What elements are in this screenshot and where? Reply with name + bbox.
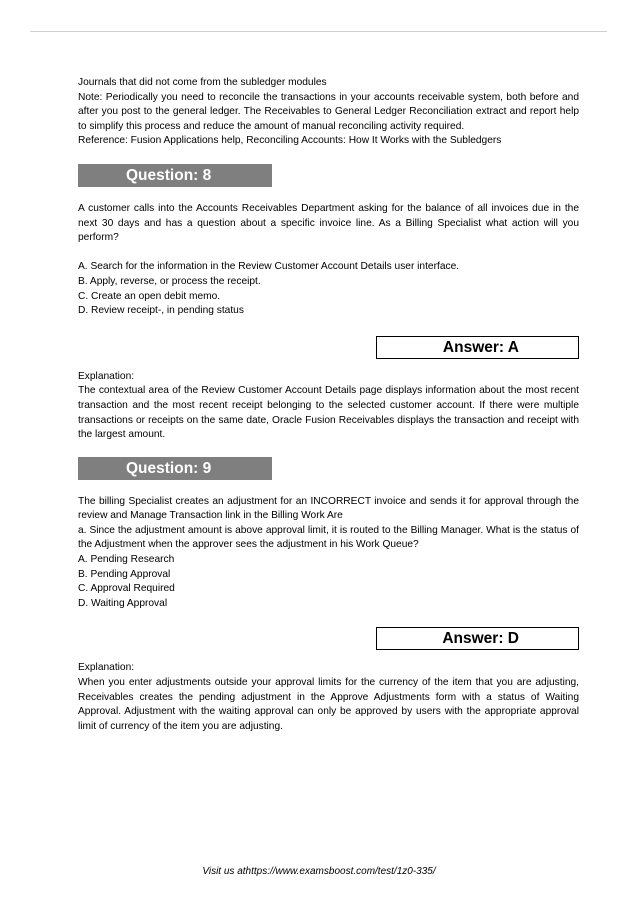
question-9-explanation-label: Explanation:: [78, 662, 135, 674]
question-8-explanation-label: Explanation:: [78, 370, 135, 382]
question-9-option-d: D. Waiting Approval: [78, 597, 168, 609]
question-8-answer: Answer: A: [376, 336, 579, 359]
top-rule: [30, 31, 607, 32]
intro-reference: Reference: Fusion Applications help, Reconciling Accounts: How It Works with the Subledgers: [78, 135, 502, 147]
question-9-text-2: a. Since the adjustment amount is above approval limit, it is routed to the Billing Manager. What is the status of the Adjustment when the approver sees the adjustment in his Work Queue?: [78, 524, 579, 551]
question-8-answer-row: [78, 336, 579, 359]
footer-link[interactable]: Visit us athttps://www.examsboost.com/test/1z0-335/: [202, 866, 436, 877]
question-8-option-c: C. Create an open debit memo.: [78, 290, 221, 302]
question-9-text-1: The billing Specialist creates an adjustment for an INCORRECT invoice and sends it for approval through the review and Manage Transaction link in the Billing Work Are: [78, 495, 579, 522]
question-8-option-b: B. Apply, reverse, or process the receipt.: [78, 275, 261, 287]
question-9-explanation: When you enter adjustments outside your approval limits for the currency of the item that you are adjusting, Receivables creates the pending adjustment in the Approve Adjustments form with a status of Waiting Approval. Adjustment with the waiting approval can only be approved by users with the appropriate approval limit of currency of the item you are adjusting.: [78, 677, 579, 732]
question-9-answer: Answer: D: [376, 627, 579, 650]
question-9-option-b: B. Pending Approval: [78, 568, 171, 580]
intro-note: Note: Periodically you need to reconcile the transactions in your accounts receivable system, both before and after you post to the general ledger. The Receivables to General Ledger Reconciliation extract and report help to simplify this process and reduce the amount of manual reconciling activity required.: [78, 91, 579, 132]
intro-line-1: Journals that did not come from the subledger modules: [78, 77, 327, 88]
question-8-banner: Question: 8: [78, 164, 272, 187]
question-8-option-a: A. Search for the information in the Review Customer Account Details user interface.: [78, 261, 460, 273]
question-9-option-a: A. Pending Research: [78, 554, 175, 566]
question-9-option-c: C. Approval Required: [78, 583, 175, 595]
question-9-answer-row: [78, 627, 579, 650]
page-content: [78, 76, 579, 734]
question-9-banner: Question: 9: [78, 457, 272, 480]
question-8-text: A customer calls into the Accounts Receivables Department asking for the balance of all invoices due in the next 30 days and has a question about a specific invoice line. As a Billing Specialist what action will you perform?: [78, 202, 579, 244]
question-8-option-d: D. Review receipt-, in pending status: [78, 305, 244, 317]
question-8-explanation: The contextual area of the Review Customer Account Details page displays information about the most recent transaction and the most recent receipt belonging to the selected customer account. If there were multiple transactions or receipts on the same date, Oracle Fusion Receivables displays the transaction and receipt with the largest amount.: [78, 385, 579, 441]
